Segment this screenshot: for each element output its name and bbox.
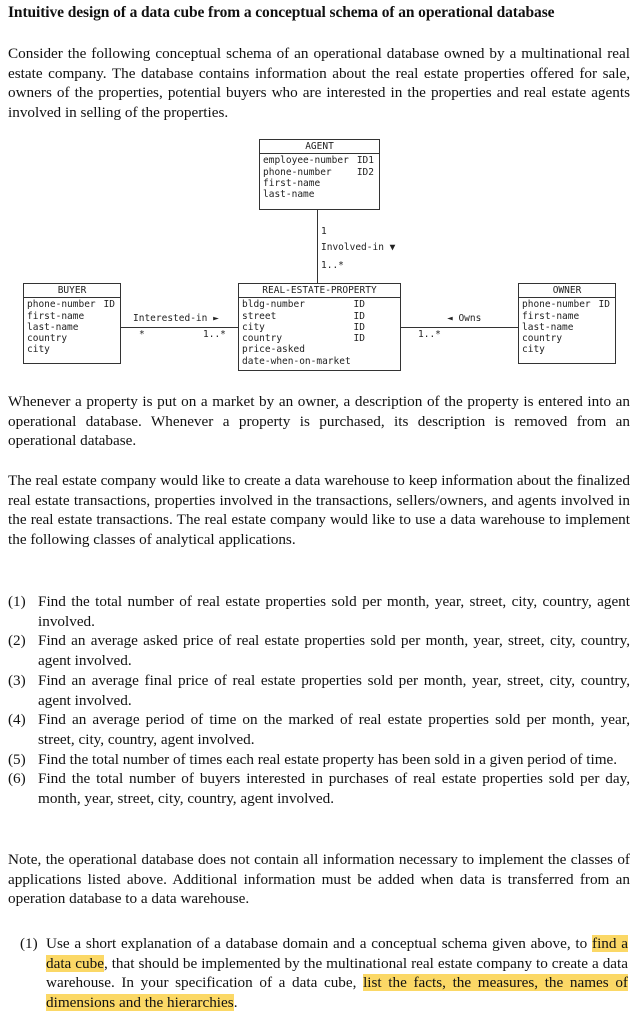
attr-name: last-name (263, 189, 315, 201)
attr-name: street (242, 310, 277, 322)
involved-mult-property: 1..* (321, 260, 344, 271)
attr-name: country (522, 333, 563, 345)
property-entity-name: REAL-ESTATE-PROPERTY (239, 284, 400, 298)
attr-key (395, 344, 397, 355)
item-text: Find an average asked price of real estate properties sold per month, year, street, city, country, agent involved. (38, 632, 630, 670)
attr-name: phone-number (522, 299, 591, 311)
buyer-attr (27, 333, 117, 344)
buyer-attr (27, 344, 117, 355)
item-number: (5) (8, 750, 26, 768)
buyer-attr (27, 322, 117, 333)
attr-key: ID (353, 299, 365, 311)
attr-name: city (27, 344, 50, 356)
attr-key: ID2 (356, 166, 374, 178)
interested-mult-property: 1..* (203, 329, 226, 340)
interested-mult-buyer: * (139, 329, 145, 340)
owner-attributes (519, 298, 615, 356)
agent-attr (263, 178, 376, 189)
intro-paragraph: Consider the following conceptual schema of an operational database owned by a multinational real estate company. The database contains information about the real estate properties offered for sale, owners of the properties, potential buyers who are interested in the properties and real estate agents involved in selling of the properties. (8, 45, 630, 122)
involved-in-line (317, 209, 318, 283)
buyer-attributes (24, 298, 120, 356)
page-title: Intuitive design of a data cube from a conceptual schema of an operational database (8, 4, 555, 21)
property-attr (242, 333, 397, 344)
task-number: (1) (20, 935, 38, 952)
warehouse-paragraph: The real estate company would like to create a data warehouse to keep information about the finalized real estate transactions, properties involved in the transactions, sellers/owners, and agents involved in the real estate transactions. The real estate company would like to use a data warehouse to implement the following classes of analytical applications. (8, 472, 630, 549)
task-text (46, 934, 628, 1013)
list-item (8, 710, 630, 749)
owner-attr (522, 311, 612, 322)
attr-key: ID (103, 299, 115, 311)
attr-name: first-name (263, 177, 321, 189)
property-entity (238, 283, 401, 371)
buyer-attr (27, 311, 117, 322)
attr-name: city (242, 321, 265, 333)
property-attr (242, 322, 397, 333)
item-text: Find the total number of buyers interested in purchases of real estate properties sold per day, month, year, street, city, country, agent involved. (38, 770, 630, 808)
attr-key: ID (353, 310, 365, 322)
attr-name: date-when-on-market (242, 355, 351, 367)
attr-name: city (522, 344, 545, 356)
item-text: Find an average period of time on the marked of real estate properties sold per month, year, street, city, country, agent involved. (38, 711, 630, 748)
item-text: Find the total number of real estate properties sold per month, year, street, city, country, agent involved. (38, 593, 630, 630)
item-number: (1) (8, 593, 26, 610)
involved-mult-agent: 1 (321, 226, 327, 237)
property-attr (242, 311, 397, 322)
buyer-entity-name: BUYER (24, 284, 120, 298)
attr-key: ID (353, 333, 365, 345)
attr-key: ID (353, 321, 365, 333)
attr-name: last-name (522, 321, 574, 333)
note-paragraph: Note, the operational database does not contain all information necessary to implement the classes of applications listed above. Additional information must be added when data is transferred from an operation database to a data warehouse. (8, 851, 630, 908)
owner-entity-name: OWNER (519, 284, 615, 298)
list-item (8, 631, 630, 670)
attr-name: bldg-number (242, 299, 305, 311)
agent-attr (263, 155, 376, 166)
task-text-part: , that should be implemented by the multinational real estate company to create a data warehouse. In your specification of a data cube, (46, 954, 628, 992)
attr-key (395, 356, 397, 367)
attr-name: phone-number (263, 166, 332, 178)
item-number: (3) (8, 671, 26, 689)
interested-in-label: Interested-in ► (133, 313, 219, 324)
list-item (8, 592, 630, 631)
involved-in-label: Involved-in ▼ (321, 242, 396, 253)
attr-key: ID1 (356, 155, 374, 167)
attr-key: ID (598, 299, 610, 311)
attr-key (610, 344, 612, 355)
highlight-find-cube: find a data cube (46, 935, 628, 972)
applications-list (8, 592, 630, 809)
item-number: (2) (8, 632, 26, 650)
attr-key (610, 311, 612, 322)
owner-entity (518, 283, 616, 364)
owns-mult-property: 1..* (418, 329, 441, 340)
property-attr (242, 344, 397, 355)
agent-attr (263, 189, 376, 200)
agent-entity (259, 139, 380, 210)
attr-name: country (27, 333, 68, 345)
attr-name: last-name (27, 321, 79, 333)
item-number: (6) (8, 770, 26, 788)
interested-in-line (120, 327, 238, 328)
attr-name: first-name (27, 310, 85, 322)
attr-name: phone-number (27, 299, 96, 311)
list-item (8, 671, 630, 710)
buyer-entity (23, 283, 121, 364)
attr-name: price-asked (242, 344, 305, 356)
attr-key (374, 178, 376, 189)
agent-attributes (260, 154, 379, 201)
attr-key (115, 344, 117, 355)
agent-attr (263, 167, 376, 178)
highlight-list-facts: list the facts, the measures, the names of dimensions and the hierarchies (46, 974, 628, 1012)
property-attr (242, 299, 397, 310)
item-text: Find an average final price of real estate properties sold per month, year, street, city, country, agent involved. (38, 671, 630, 709)
list-item (8, 750, 630, 770)
list-item (8, 769, 630, 808)
buyer-attr (27, 299, 117, 310)
owner-attr (522, 333, 612, 344)
attr-key (115, 322, 117, 333)
attr-key (115, 333, 117, 344)
task-item (12, 934, 628, 1013)
item-number: (4) (8, 711, 26, 729)
property-attr (242, 356, 397, 367)
item-text: Find the total number of times each real estate property has been sold in a given period of time. (38, 750, 618, 768)
market-paragraph: Whenever a property is put on a market by an owner, a description of the property is entered into an operational database. Whenever a property is purchased, its description is removed from an operational database. (8, 393, 630, 450)
attr-name: country (242, 333, 283, 345)
owns-line (400, 327, 518, 328)
owns-label: ◄ Owns (447, 313, 482, 324)
property-attributes (239, 298, 400, 368)
owner-attr (522, 344, 612, 355)
attr-key (610, 322, 612, 333)
attr-name: first-name (522, 310, 580, 322)
attr-name: employee-number (263, 155, 349, 167)
owner-attr (522, 299, 612, 310)
task-text-part: . (233, 994, 238, 1012)
attr-key (374, 189, 376, 200)
attr-key (610, 333, 612, 344)
agent-entity-name: AGENT (260, 140, 379, 154)
owner-attr (522, 322, 612, 333)
task-text-part: Use a short explanation of a database domain and a conceptual schema given above, to (46, 935, 593, 952)
attr-key (115, 311, 117, 322)
